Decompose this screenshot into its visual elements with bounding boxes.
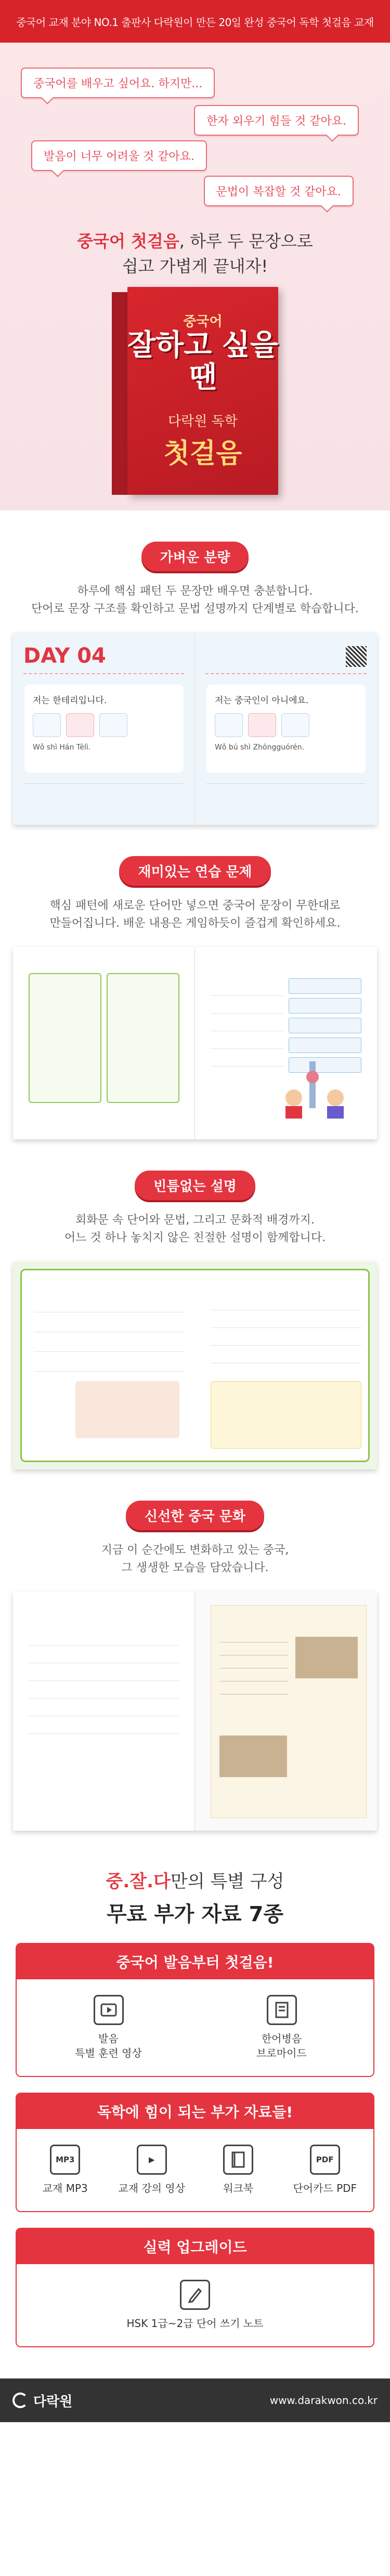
left-page [13,947,195,1139]
top-banner-text: 중국어 교재 분야 NO.1 출판사 다락원이 만든 20일 완성 중국어 독학 첫걸음 교재 [16,16,374,29]
divider [205,673,367,674]
hero-headline [0,229,390,279]
book-title-3: 다락원 독학 [168,414,238,429]
video-icon [94,1995,124,2025]
pattern-sentence: 저는 한테리입니다. [33,695,107,706]
dialogue-row [34,1293,185,1312]
label-line: 특별 훈련 영상 [75,2047,142,2059]
pattern-card [24,685,184,773]
bonus-item-label: 교재 MP3 [42,2182,88,2194]
dialogue-row [34,1352,185,1372]
feature-section [0,1469,390,1831]
photo-placeholder [219,1736,287,1777]
speech-bubble: 중국어를 배우고 싶어요. 하지만... [21,68,215,98]
speech-bubbles [0,57,390,213]
divider [23,673,184,674]
word-box [289,998,361,1014]
left-page [13,633,195,825]
headline-rest: , 하루 두 문장으로 [179,231,313,251]
label-line: 한어병음 [261,2032,302,2045]
word-box [289,1037,361,1053]
sample-page-spread [13,1592,377,1831]
word-chip [33,713,61,737]
bonus-section [0,1831,390,2378]
book-title-1: 중국어 [183,314,223,330]
section-description [0,897,390,932]
bonus-item-label: 워크북 [223,2182,254,2194]
exercise-row [211,996,283,1014]
dialogue-illustration [75,1381,179,1438]
culture-page [211,1605,367,1818]
book-cover [112,287,278,495]
section-desc-line: 회화문 속 단어와 문법, 그리고 문화적 배경까지. [75,1214,315,1227]
note-row [211,1346,361,1363]
feature-section [0,510,390,825]
bonus-item [282,2145,369,2196]
dialogue-row [34,1332,185,1352]
bonus-item-label: HSK 1급~2급 단어 쓰기 노트 [126,2317,264,2330]
company-logo[interactable] [12,2391,72,2410]
note-row [211,1310,361,1328]
bonus-sub-rest: 만의 특별 구성 [170,1871,284,1892]
word-box [289,978,361,994]
section-desc-line: 만들어집니다. 배운 내용은 게임하듯이 즐겁게 확인하세요. [49,917,341,930]
bonus-item [195,2145,282,2196]
bonus-title: 무료 부가 자료 7종 [106,1902,284,1926]
photo-placeholder [295,1637,358,1678]
note-row [211,1293,361,1310]
speech-bubble: 발음이 너무 어려울 것 같아요. [31,140,207,171]
workbook-icon [223,2145,253,2175]
section-label: 가벼운 분량 [141,542,249,571]
speech-bubble: 한자 외우기 힘들 것 같아요. [194,105,359,136]
qr-code-icon [346,646,367,667]
bonus-card-head: 실력 업그레이드 [17,2229,373,2264]
speech-bubble: 문법이 복잡할 것 같아요. [204,176,354,206]
bonus-item [22,2280,368,2331]
sample-page-spread [13,1261,377,1469]
section-description [0,1542,390,1577]
section-description [0,583,390,618]
culture-note-box [211,1381,361,1449]
play-icon: ▶ [137,2145,167,2175]
bonus-item [109,2145,196,2196]
sample-page-spread [13,947,377,1139]
bonus-card-head: 독학에 힘이 되는 부가 자료들! [17,2094,373,2129]
headline-line2: 쉽고 가볍게 끝내자! [122,256,268,276]
hero [0,43,390,510]
pencil-icon [180,2280,210,2310]
bonus-item [22,1995,195,2060]
logo-text: 다락원 [33,2394,73,2410]
bonus-items [17,2129,373,2211]
feature-section [0,1139,390,1469]
section-desc-line: 그 생생한 모습을 담았습니다. [121,1561,269,1574]
exercise-row [211,1031,283,1049]
mp3-icon: MP3 [50,2145,80,2175]
label-line: 브로마이드 [256,2047,307,2059]
bonus-item [22,2145,109,2196]
logo-icon [12,2393,28,2408]
section-desc-line: 하루에 핵심 패턴 두 문장만 배우면 충분합니다. [77,585,313,598]
section-desc-line: 단어로 문장 구조를 확인하고 문법 설명까지 단계별로 학습합니다. [31,602,359,615]
word-chip [281,713,309,737]
bonus-items [17,2264,373,2346]
exercise-row [29,1663,179,1681]
day-label: DAY 04 [23,644,106,668]
note-row [211,1328,361,1346]
section-desc-line: 핵심 패턴에 새로운 단어만 넣으면 중국어 문장이 무한대로 [49,899,341,912]
bonus-item-label [195,2031,368,2060]
bonus-subtitle [0,1867,390,1892]
dialogue-row [34,1312,185,1332]
book-front [127,287,278,495]
headline-accent: 중국어 첫걸음 [77,231,179,251]
bonus-item-label: 교재 강의 영상 [118,2182,186,2194]
section-description [0,1212,390,1247]
section-desc-line: 어느 것 하나 놓치지 않은 친절한 설명이 함께합니다. [64,1231,326,1244]
exercise-rows [211,978,283,1067]
note-icon [267,1995,297,2025]
page-footer [24,783,183,806]
bonus-item-label [22,2031,195,2060]
page-footer [206,783,366,806]
left-page [13,1592,195,1831]
word-chips [215,713,357,737]
bonus-accent: 중.잘.다 [106,1871,171,1892]
top-banner [0,0,390,43]
footer [0,2378,390,2422]
right-page [195,947,377,1139]
bonus-card [16,2093,374,2212]
exercise-row [211,978,283,996]
exercise-rows [29,1628,179,1734]
exercise-row [29,1628,179,1646]
pattern-pinyin: Wǒ bú shì Zhōngguórén. [215,743,305,752]
feature-section [0,825,390,1139]
word-chip [215,713,243,737]
pdf-icon: PDF [310,2145,340,2175]
bonus-items [17,1979,373,2076]
word-chip [99,713,127,737]
exercise-row [211,1014,283,1031]
exercise-row [29,1716,179,1734]
pattern-card [206,685,366,773]
notes-lines [211,1293,361,1363]
substitution-box [29,973,101,1103]
pattern-sentence: 저는 중국인이 아니에요. [215,695,309,706]
website-link[interactable]: www.darakwon.co.kr [269,2394,378,2407]
bonus-item [195,1995,368,2060]
label-line: 발음 [98,2032,119,2045]
section-label: 신선한 중국 문화 [126,1501,264,1530]
exercise-row [29,1646,179,1663]
exercise-row [29,1699,179,1716]
exercise-row [211,1049,283,1067]
pattern-pinyin: Wǒ shì Hán Tèlì. [33,743,91,752]
section-desc-line: 지금 이 순간에도 변화하고 있는 중국, [101,1544,289,1557]
bonus-card-head: 중국어 발음부터 첫걸음! [17,1944,373,1979]
bonus-item-label: 단어카드 PDF [293,2182,357,2194]
bonus-card [16,1943,374,2077]
exercise-row [29,1681,179,1699]
section-label: 재미있는 연습 문제 [119,856,270,886]
word-chip [248,713,276,737]
section-label: 빈틈없는 설명 [135,1171,255,1200]
right-page [195,633,377,825]
book-title-4: 첫걸음 [163,438,242,469]
word-box [289,1018,361,1033]
bonus-card [16,2228,374,2347]
substitution-box [107,973,179,1103]
illustration-icon [278,1056,356,1119]
book-title-2: 잘하고 싶을땐 [127,328,278,395]
word-chips [33,713,175,737]
dialogue-lines [34,1293,185,1372]
word-chip [66,713,94,737]
sample-page-spread [13,633,377,825]
